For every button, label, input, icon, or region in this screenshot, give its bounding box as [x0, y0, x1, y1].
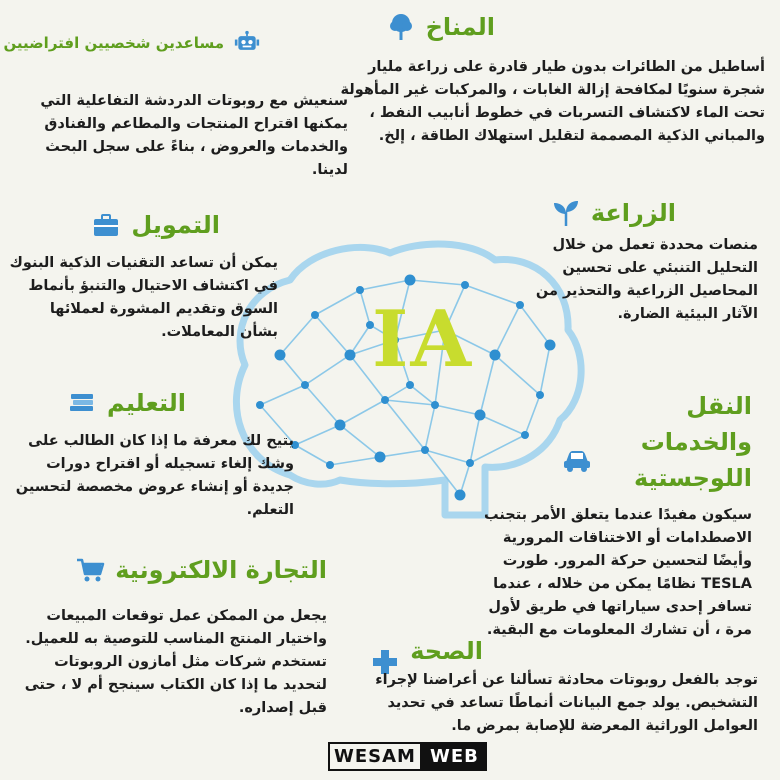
- brain-node: [275, 350, 286, 361]
- section-health: [338, 625, 758, 738]
- brain-node: [545, 340, 556, 351]
- brain-line: [340, 425, 380, 457]
- section-title: الزراعة: [590, 199, 676, 227]
- logo-part-2: WEB: [422, 742, 487, 771]
- center-label: IA: [372, 294, 474, 385]
- section-body: يجعل من الممكن عمل توقعات المبيعات واختيار المنتج المناسب للتوصية به للعميل. تستخدم شركات مثل أمازون الروبوتات لتحديد ما إذا كان الكتاب سينجح أم لا ، حتى قبل إصداره.: [24, 608, 327, 716]
- brain-line: [295, 425, 340, 445]
- cart-icon: [75, 555, 105, 585]
- brain-line: [305, 385, 340, 425]
- brain-line: [495, 305, 520, 355]
- section-title: التعليم: [107, 389, 186, 417]
- brain-line: [385, 385, 410, 400]
- brand-logo: [328, 742, 487, 771]
- brain-line: [385, 400, 425, 450]
- brain-node: [461, 281, 469, 289]
- section-body: سنعيش مع روبوتات الدردشة التفاعلية التي يمكنها اقتراح المنتجات والمطاعم والفنادق والخدمات والعروض ، بناءً على سجل البحث لدينا.: [40, 93, 348, 178]
- brain-node: [311, 311, 319, 319]
- section-body: يتيح لك معرفة ما إذا كان الطالب على وشك إلغاء تسجيله أو اقتراح دورات جديدة أو إنشاء عروض مخصصة لتحسين التعلم.: [15, 433, 294, 518]
- brain-line: [360, 290, 370, 325]
- logo-part-1: WESAM: [328, 742, 422, 771]
- robot-icon: [234, 30, 260, 56]
- sprout-icon: [551, 198, 581, 228]
- brain-line: [330, 457, 380, 465]
- section-body: يمكن أن تساعد التقنيات الذكية البنوك في اكتشاف الاحتيال والتنبؤ بأنماط السوق وتقديم المشورة لعملائها بشأن المعاملات.: [9, 255, 278, 340]
- section-education: [12, 388, 294, 522]
- brain-line: [280, 315, 315, 355]
- brain-node: [356, 286, 364, 294]
- section-title: التمويل: [131, 211, 220, 239]
- brain-line: [295, 445, 330, 465]
- brain-node: [381, 396, 389, 404]
- section-climate: [340, 12, 765, 148]
- brain-node: [375, 452, 386, 463]
- tree-icon: [386, 12, 416, 42]
- brain-line: [385, 400, 435, 405]
- brain-node: [326, 461, 334, 469]
- brain-node: [490, 350, 501, 361]
- section-agriculture: [526, 198, 758, 326]
- section-transport: [462, 388, 752, 642]
- brain-line: [305, 355, 350, 385]
- section-body: توجد بالفعل روبوتات محادثة تسألنا عن أعراضنا لإجراء التشخيص. يولد جمع البيانات أنماطًا تساعد في تحديد العوامل الوراثية المعرضة للإصابة بمرض ما.: [375, 672, 758, 734]
- brain-line: [280, 355, 305, 385]
- section-title: التجارة الالكترونية: [115, 556, 327, 584]
- section-ecommerce: [12, 555, 327, 720]
- section-body: منصات محددة تعمل من خلال التحليل التنبئي على تحسين المحاصيل الزراعية والتحذير من الآثار البيئية الضارة.: [535, 237, 758, 322]
- section-body: أساطيل من الطائرات بدون طيار قادرة على زراعة مليار شجرة سنويًا لمكافحة إزالة الغابات ، والمركبات غير المأهولة تحت الماء لاكتشاف التسربات في خطوط أنابيب النفط ، والمباني الذكية المصممة لتقليل استهلاك الطاقة ، إلخ.: [340, 59, 765, 144]
- brain-line: [315, 290, 360, 315]
- brain-line: [410, 280, 465, 285]
- section-title: الصحة: [410, 637, 483, 665]
- books-icon: [67, 388, 97, 418]
- brain-line: [360, 280, 410, 290]
- section-title: مساعدين شخصيين افتراضيين: [3, 33, 224, 52]
- section-title: النقل والخدمات اللوجستية: [634, 392, 752, 492]
- section-assistants: [3, 30, 348, 182]
- brain-line: [380, 450, 425, 457]
- section-finance: [8, 210, 278, 344]
- section-title: المناخ: [425, 13, 495, 41]
- section-body: سيكون مفيدًا عندما يتعلق الأمر بتجنب الاصطدامات أو الاختناقات المرورية وأيضًا لتحسين حركة المرور. طورت TESLA نظامًا يمكن من خلاله ، عندما تسافر إحدى سياراتها في طريق لأول مرة ، أن تشارك المعلومات مع البقية.: [483, 507, 752, 638]
- brain-line: [425, 405, 435, 450]
- brain-node: [345, 350, 356, 361]
- briefcase-icon: [91, 210, 121, 240]
- brain-node: [516, 301, 524, 309]
- brain-node: [301, 381, 309, 389]
- car-icon: [562, 444, 592, 474]
- brain-line: [410, 385, 435, 405]
- brain-node: [421, 446, 429, 454]
- brain-line: [340, 400, 385, 425]
- brain-line: [465, 285, 520, 305]
- brain-node: [431, 401, 439, 409]
- brain-node: [335, 420, 346, 431]
- brain-node: [405, 275, 416, 286]
- brain-line: [315, 315, 350, 355]
